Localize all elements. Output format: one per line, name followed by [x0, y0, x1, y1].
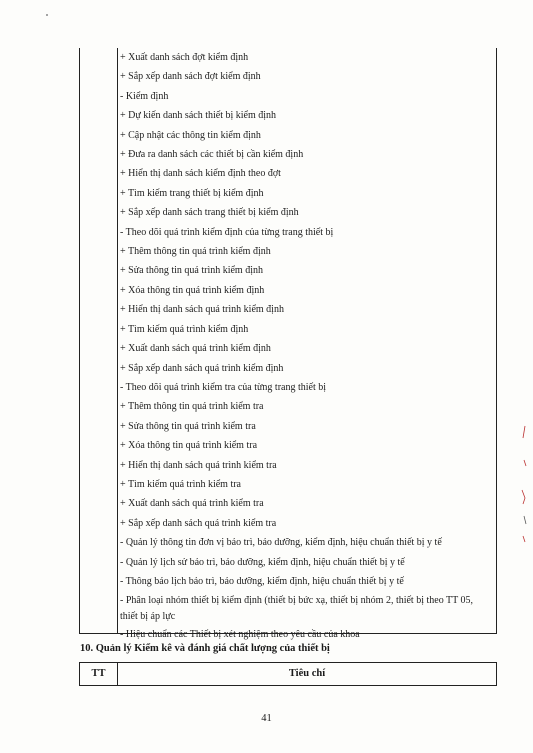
criteria-item: + Sửa thông tin quá trình kiểm tra — [120, 420, 256, 432]
criteria-item: + Hiển thị danh sách quá trình kiểm tra — [120, 459, 277, 471]
criteria-item: + Tìm kiếm quá trình kiểm tra — [120, 478, 241, 490]
header-criteria: Tiêu chí — [288, 668, 326, 679]
criteria-item-wrapped: - Phân loại nhóm thiết bị kiểm định (thiết bị bức xạ, thiết bị nhóm 2, thiết bị theo TT 05, thiết bị áp lực — [120, 595, 474, 623]
scan-speck — [46, 14, 48, 16]
criteria-item: - Quản lý thông tin đơn vị bảo trì, bảo dưỡng, kiểm định, hiệu chuẩn thiết bị y tế — [120, 537, 442, 549]
margin-pen-marks — [515, 420, 529, 550]
criteria-item: + Cập nhật các thông tin kiểm định — [120, 129, 261, 141]
header-tt: TT — [80, 663, 118, 685]
criteria-item: + Xóa thông tin quá trình kiểm tra — [120, 440, 258, 452]
criteria-item: - Theo dõi quá trình kiểm tra của từng trang thiết bị — [120, 381, 327, 393]
requirements-table-continued — [79, 48, 497, 641]
criteria-item: + Hiển thị danh sách quá trình kiểm định — [120, 304, 284, 316]
criteria-item-last: - Hiệu chuẩn các Thiết bị xét nghiệm theo yêu cầu của khoa — [120, 629, 360, 641]
inventory-table-header — [79, 662, 497, 686]
criteria-item: + Thêm thông tin quá trình kiểm định — [120, 246, 271, 258]
criteria-item: + Sắp xếp danh sách đợt kiểm định — [120, 71, 261, 83]
section-heading: 10. Quản lý Kiểm kê và đánh giá chất lượng của thiết bị — [80, 643, 330, 654]
criteria-item: - Theo dõi quá trình kiểm định của từng trang thiết bị — [120, 226, 334, 238]
criteria-item: + Xóa thông tin quá trình kiểm định — [120, 284, 265, 296]
criteria-column — [118, 48, 496, 645]
criteria-item: + Tìm kiếm trang thiết bị kiểm định — [120, 187, 264, 199]
criteria-item: - Thông báo lịch bảo trì, bảo dưỡng, kiểm định, hiệu chuẩn thiết bị y tế — [120, 575, 404, 587]
criteria-item: + Tìm kiếm quá trình kiểm định — [120, 323, 249, 335]
page-number: 41 — [261, 713, 272, 724]
criteria-item: + Đưa ra danh sách các thiết bị cần kiểm định — [120, 149, 304, 161]
criteria-item: + Xuất danh sách quá trình kiểm tra — [120, 498, 264, 510]
criteria-item: + Sắp xếp danh sách trang thiết bị kiểm định — [120, 207, 299, 219]
criteria-item: + Hiển thị danh sách kiểm định theo đợt — [120, 168, 281, 180]
criteria-item: + Dự kiến danh sách thiết bị kiểm định — [120, 110, 277, 122]
criteria-item: + Sửa thông tin quá trình kiểm định — [120, 265, 263, 277]
criteria-item: + Xuất danh sách đợt kiểm định — [120, 52, 249, 63]
criteria-item: - Kiểm định — [120, 90, 169, 102]
criteria-item: + Thêm thông tin quá trình kiểm tra — [120, 401, 264, 413]
tt-column — [80, 48, 118, 633]
criteria-item: - Quản lý lịch sử bảo trì, bảo dưỡng, kiểm định, hiệu chuẩn thiết bị y tế — [120, 556, 405, 568]
criteria-item: + Xuất danh sách quá trình kiểm định — [120, 343, 271, 355]
criteria-item: + Sắp xếp danh sách quá trình kiểm định — [120, 362, 284, 374]
criteria-item: + Sắp xếp danh sách quá trình kiểm tra — [120, 517, 277, 529]
